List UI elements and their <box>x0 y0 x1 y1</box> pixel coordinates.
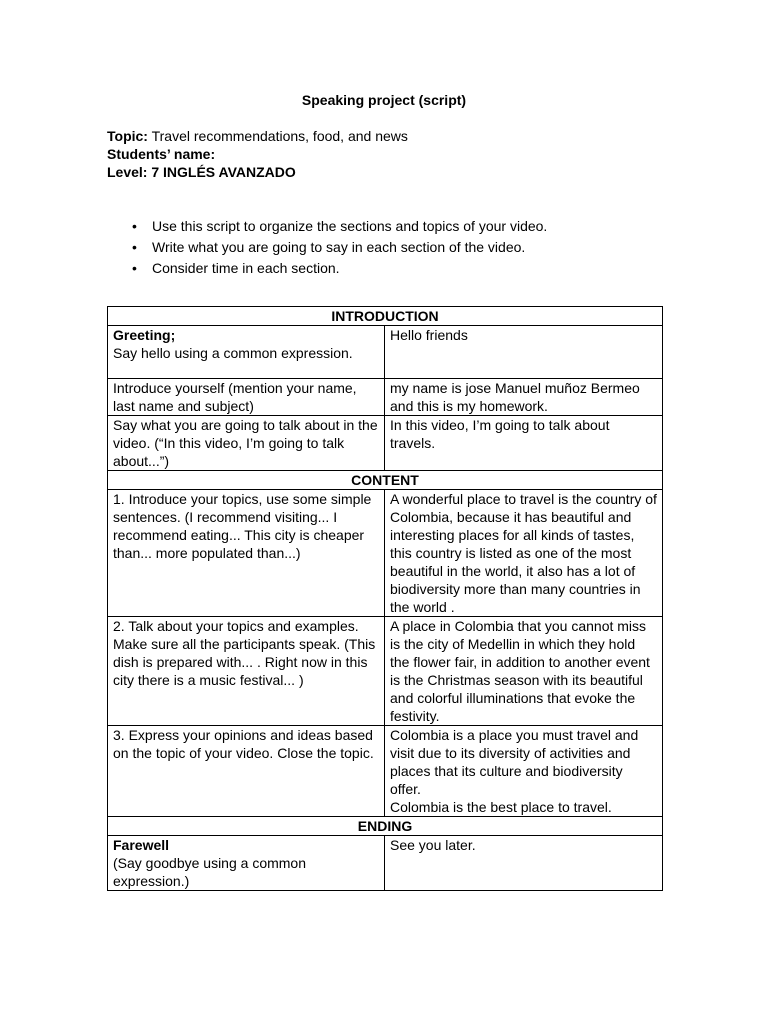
item3-answer-text: Colombia is a place you must travel and visit due to its diversity of activities and places that its culture and biodiversity offer. <box>390 727 639 797</box>
list-item: • Write what you are going to say in each section of the video. <box>132 239 526 255</box>
level-label: Level: 7 INGLÉS AVANZADO <box>107 164 296 180</box>
instructions-list <box>107 217 547 280</box>
students-line <box>107 145 215 163</box>
say-answer-cell: In this video, I’m going to talk about travels. <box>385 416 663 471</box>
table-row <box>108 617 663 726</box>
item3-answer-text: Colombia is the best place to travel. <box>390 799 612 815</box>
farewell-prompt-cell <box>108 836 385 891</box>
table-row <box>108 416 663 471</box>
introduce-answer-cell: my name is jose Manuel muñoz Bermeo and this is my homework. <box>385 379 663 416</box>
students-label: Students’ name: <box>107 146 216 162</box>
say-prompt-cell: Say what you are going to talk about in the video. (“In this video, I’m going to talk about...”) <box>108 416 385 471</box>
greeting-label: Greeting; <box>113 327 176 343</box>
table-row <box>108 490 663 617</box>
ending-header: ENDING <box>108 817 663 836</box>
table-row <box>108 726 663 817</box>
list-item: • Consider time in each section. <box>132 260 340 276</box>
table-row <box>108 307 663 326</box>
topic-label: Topic: <box>107 128 148 144</box>
introduce-prompt-cell: Introduce yourself (mention your name, last name and subject) <box>108 379 385 416</box>
table-row <box>108 326 663 379</box>
farewell-answer-cell: See you later. <box>385 836 663 891</box>
table-row <box>108 836 663 891</box>
bullet-icon: • <box>132 218 137 234</box>
topic-value: Travel recommendations, food, and news <box>147 128 408 144</box>
level-line <box>107 163 296 181</box>
document-title: Speaking project (script) <box>301 92 467 108</box>
introduction-header: INTRODUCTION <box>108 307 663 326</box>
table-row <box>108 817 663 836</box>
table-row <box>108 379 663 416</box>
farewell-label: Farewell <box>113 837 170 853</box>
item1-answer-cell: A wonderful place to travel is the country of Colombia, because it has beautiful and interesting places for all kinds of tastes, this country is listed as one of the most beautiful in the world, it also has a lot of biodiversity more than many countries in the world . <box>385 490 663 617</box>
table-row <box>108 471 663 490</box>
bullet-icon: • <box>132 260 137 276</box>
greeting-prompt-cell <box>108 326 385 379</box>
bullet-icon: • <box>132 239 137 255</box>
greeting-prompt: Say hello using a common expression. <box>113 345 353 361</box>
item2-prompt-cell: 2. Talk about your topics and examples. Make sure all the participants speak. (This dish is prepared with... . Right now in this city there is a music festival... ) <box>108 617 385 726</box>
greeting-answer-cell: Hello friends <box>385 326 663 379</box>
item3-answer-cell <box>385 726 663 817</box>
content-header: CONTENT <box>108 471 663 490</box>
item2-answer-cell: A place in Colombia that you cannot miss is the city of Medellin in which they hold the flower fair, in addition to another event is the Christmas season with its beautiful and colorful illuminations that evoke the festivity. <box>385 617 663 726</box>
item1-prompt-cell: 1. Introduce your topics, use some simple sentences. (I recommend visiting... I recommend eating... This city is cheaper than... more populated than...) <box>108 490 385 617</box>
topic-line <box>107 127 408 145</box>
list-item: • Use this script to organize the sections and topics of your video. <box>132 218 548 234</box>
script-table <box>107 306 663 891</box>
item3-prompt-cell: 3. Express your opinions and ideas based on the topic of your video. Close the topic. <box>108 726 385 817</box>
farewell-prompt: (Say goodbye using a common expression.) <box>113 855 306 889</box>
